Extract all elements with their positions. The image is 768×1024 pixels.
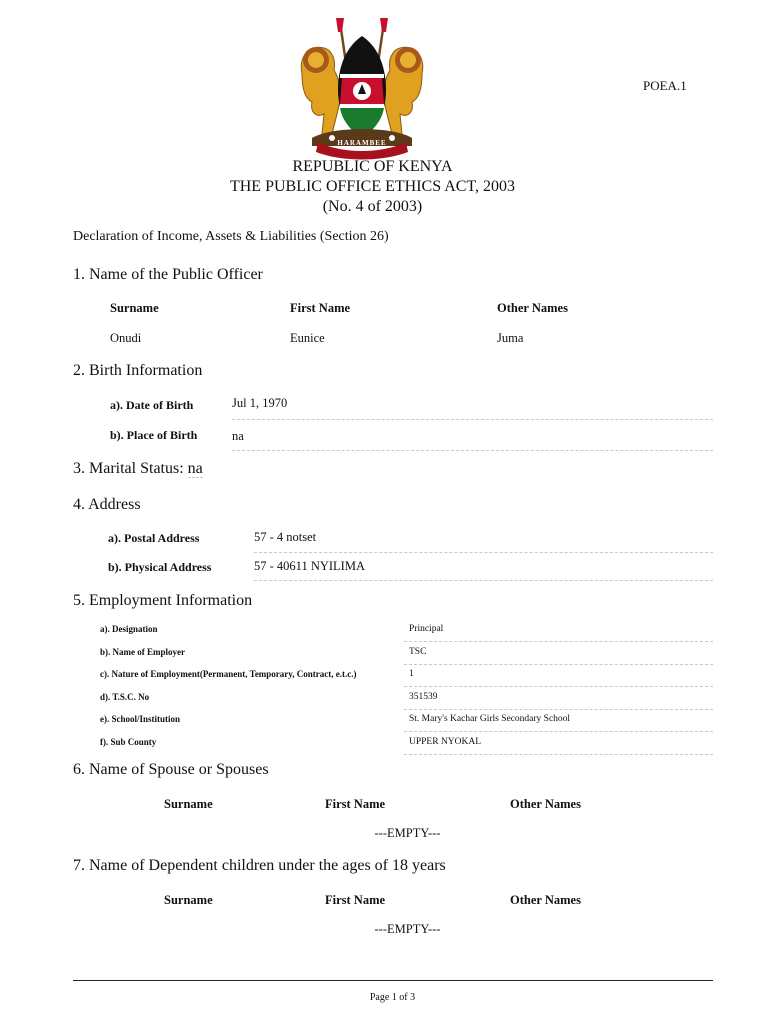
section-5-title: 5. Employment Information: [73, 592, 253, 609]
title-act: THE PUBLIC OFFICE ETHICS ACT, 2003: [229, 178, 516, 195]
marital-status-value: na: [187, 460, 203, 477]
declaration-subtitle: Declaration of Income, Assets & Liabilities (Section 26): [73, 229, 389, 244]
postal-address-underline: [254, 552, 713, 553]
col-other-names-header: Other Names: [497, 301, 568, 315]
page-number: Page 1 of 3: [369, 992, 416, 1003]
postal-address-label: a). Postal Address: [108, 531, 200, 545]
employment-value: Principal: [409, 624, 444, 634]
section-2-title: 2. Birth Information: [73, 362, 203, 379]
dob-label: a). Date of Birth: [110, 398, 194, 412]
children-col-other-names-header: Other Names: [510, 893, 581, 907]
dob-value: Jul 1, 1970: [232, 396, 288, 410]
officer-other-names: Juma: [497, 331, 524, 345]
spouse-empty-text: ---EMPTY---: [374, 826, 441, 840]
dob-underline: [232, 419, 713, 420]
emblem-motto: HARAMBEE: [337, 139, 387, 147]
employment-value: 351539: [409, 691, 438, 702]
section-4-title: 4. Address: [73, 496, 141, 513]
employment-value: 1: [409, 669, 414, 679]
footer-divider: [73, 980, 713, 981]
employment-underline: [404, 731, 713, 732]
children-col-surname-header: Surname: [164, 893, 213, 907]
pob-label: b). Place of Birth: [110, 428, 198, 442]
pob-underline: [232, 450, 713, 451]
physical-address-value: 57 - 40611 NYILIMA: [254, 559, 365, 573]
employment-underline: [404, 641, 713, 642]
children-col-first-name-header: First Name: [325, 893, 386, 907]
employment-label: c). Nature of Employment(Permanent, Temporary, Contract, e.t.c.): [100, 669, 357, 679]
section-3-title: [73, 460, 203, 478]
employment-label: b). Name of Employer: [100, 646, 185, 657]
employment-value: St. Mary's Kachar Girls Secondary School: [409, 714, 571, 724]
spouse-col-first-name-header: First Name: [325, 797, 386, 811]
employment-value: TSC: [409, 646, 427, 657]
col-surname-header: Surname: [110, 301, 159, 315]
spouse-col-other-names-header: Other Names: [510, 797, 581, 811]
postal-address-value: 57 - 4 notset: [254, 530, 317, 544]
title-republic: REPUBLIC OF KENYA: [292, 158, 453, 175]
employment-label: e). School/Institution: [100, 714, 181, 724]
employment-value: UPPER NYOKAL: [409, 736, 482, 747]
spouse-col-surname-header: Surname: [164, 797, 213, 811]
section-6-title: 6. Name of Spouse or Spouses: [73, 761, 269, 778]
officer-first-name: Eunice: [290, 331, 325, 345]
pob-value: na: [232, 429, 244, 443]
employment-underline: [404, 709, 713, 710]
employment-underline: [404, 664, 713, 665]
title-act-number: (No. 4 of 2003): [322, 198, 423, 215]
employment-underline: [404, 754, 713, 755]
section-7-title: 7. Name of Dependent children under the ages of 18 years: [73, 857, 446, 874]
physical-address-label: b). Physical Address: [108, 560, 212, 574]
section-1-title: 1. Name of the Public Officer: [73, 266, 263, 283]
physical-address-underline: [254, 580, 713, 581]
children-empty-text: ---EMPTY---: [374, 922, 441, 936]
col-first-name-header: First Name: [290, 301, 351, 315]
employment-label: d). T.S.C. No: [100, 691, 150, 702]
employment-underline: [404, 686, 713, 687]
form-code: POEA.1: [643, 78, 687, 93]
officer-surname: Onudi: [110, 331, 142, 345]
marital-status-label: 3. Marital Status:: [73, 460, 184, 477]
employment-label: f). Sub County: [100, 736, 157, 747]
employment-label: a). Designation: [100, 624, 158, 634]
